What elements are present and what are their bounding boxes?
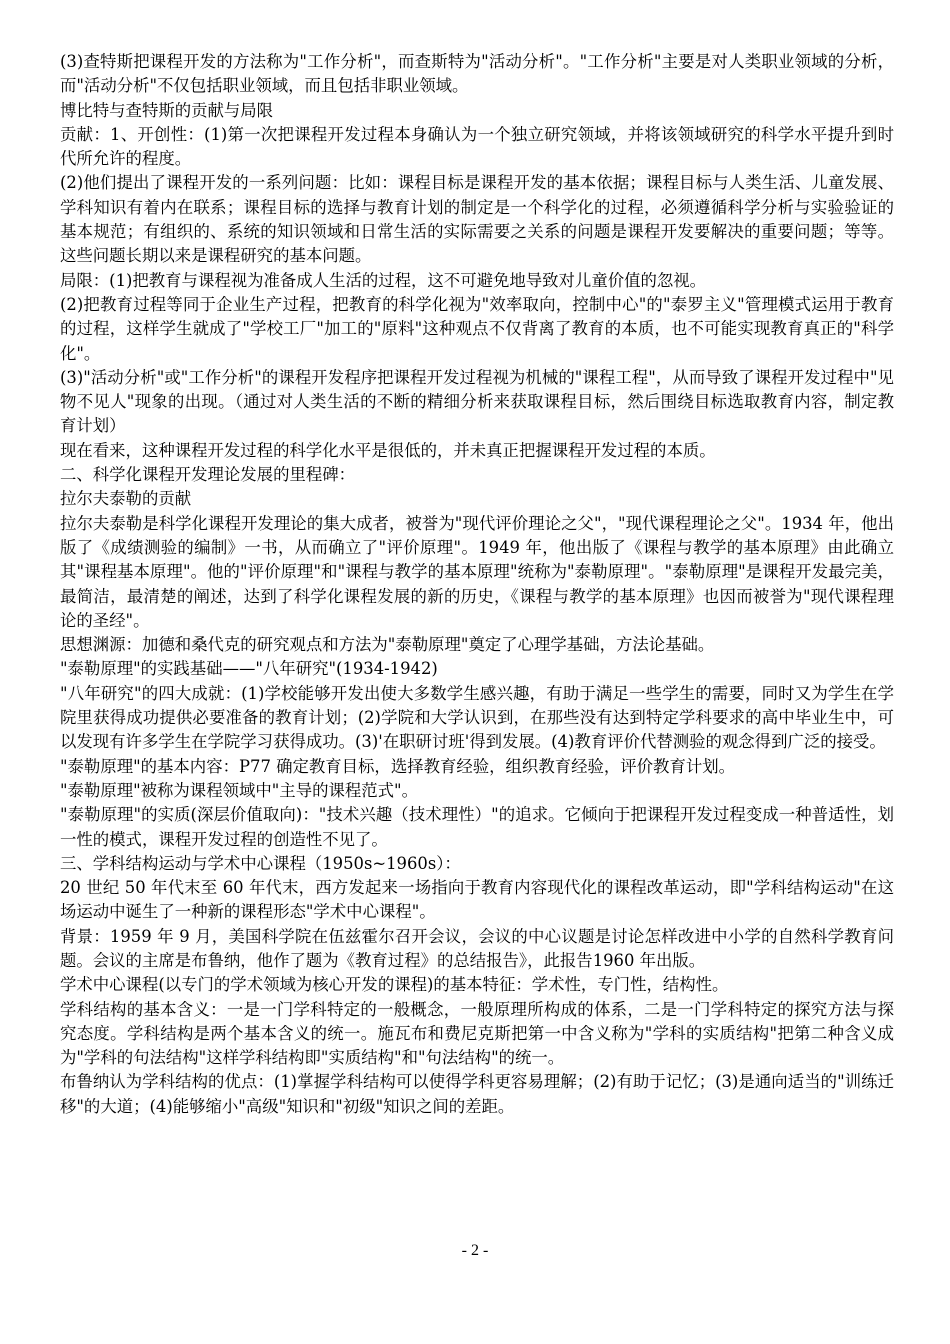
paragraph: "泰勒原理"的实质(深层价值取向)："技术兴趣（技术理性）"的追求。它倾向于把课程开发过程变成一种普适性，划一性的模式，课程开发过程的创造性不见了。 xyxy=(60,805,894,849)
paragraph: 贡献：1、开创性：(1)第一次把课程开发过程本身确认为一个独立研究领域，并将该领域研究的科学水平提升到时代所允许的程度。 xyxy=(60,124,894,169)
paragraph: 现在看来，这种课程开发过程的科学化水平是很低的，并未真正把握课程开发过程的本质。 xyxy=(60,440,716,460)
paragraph: 局限：(1)把教育与课程视为准备成人生活的过程，这不可避免地导致对儿童价值的忽视。 xyxy=(60,270,707,290)
paragraph: 学术中心课程(以专门的学术领域为核心开发的课程)的基本特征：学术性，专门性，结构性。 xyxy=(60,975,729,995)
paragraph: 学科结构的基本含义：一是一门学科特定的一般概念，一般原理所构成的体系，二是一门学科特定的探究方法与探究态度。学科结构是两个基本含义的统一。施瓦布和费尼克斯把第一中含义称为"学科的实质结构"把第二种含义成为"学科的句法结构"这样学科结构即"实质结构"和"句法结构"的统一。 xyxy=(60,999,894,1068)
paragraph: 布鲁纳认为学科结构的优点：(1)掌握学科结构可以使得学科更容易理解；(2)有助于记忆；(3)是通向适当的"训练迁移"的大道；(4)能够缩小"高级"知识和"初级"知识之间的差距。 xyxy=(60,1072,894,1116)
paragraph: (3)查特斯把课程开发的方法称为"工作分析"，而查斯特为"活动分析"。"工作分析"主要是对人类职业领域的分析，而"活动分析"不仅包括职业领域，而且包括非职业领域。 xyxy=(60,52,894,96)
body-text xyxy=(60,50,894,1119)
section-heading: 博比特与查特斯的贡献与局限 xyxy=(60,100,274,120)
paragraph: (2)他们提出了课程开发的一系列问题：比如：课程目标是课程开发的基本依据；课程目标与人类生活、儿童发展、学科知识有着内在联系；课程目标的选择与教育计划的制定是一个科学化的过程，必须遵循科学分析与实验验证的基本规范；有组织的、系统的知识领域和日常生活的实际需要之关系的问题是课程开发要解决的重要问题；等等。这些问题长期以来是课程研究的基本问题。 xyxy=(60,173,894,266)
paragraph: 拉尔夫泰勒是科学化课程开发理论的集大成者，被誉为"现代评价理论之父"，"现代课程理论之父"。1934 年，他出版了《成绩测验的编制》一书，从而确立了"评价原理"。1949 年，他出版了《课程与教学的基本原理》由此确立其"课程基本原理"。他的"评价原理"和"课程与教学的基本原理"统称为"泰勒原理"。"泰勒原理"是课程开发最完美，最简洁，最清楚的阐述，达到了科学化课程发展的新的历史，《课程与教学的基本原理》也因而被誉为"现代课程理论的圣经"。 xyxy=(60,513,894,630)
paragraph: "泰勒原理"的实践基础——"八年研究"(1934-1942) xyxy=(60,659,438,679)
section-heading: 三、学科结构运动与学术中心课程（1950s~1960s）： xyxy=(60,853,461,873)
paragraph: (3)"活动分析"或"工作分析"的课程开发程序把课程开发过程视为机械的"课程工程"，从而导致了课程开发过程中"见物不见人"现象的出现。（通过对人类生活的不断的精细分析来获取课程目标，然后围绕目标选取教育内容，制定教育计划） xyxy=(60,367,894,436)
paragraph: 20 世纪 50 年代末至 60 年代末，西方发起来一场指向于教育内容现代化的课程改革运动，即"学科结构运动"在这场运动中诞生了一种新的课程形态"学术中心课程"。 xyxy=(60,878,894,922)
section-heading: 二、科学化课程开发理论发展的里程碑： xyxy=(60,465,356,485)
page-number: - 2 - xyxy=(461,1242,489,1259)
paragraph: "八年研究"的四大成就：(1)学校能够开发出使大多数学生感兴趣，有助于满足一些学生的需要，同时又为学生在学院里获得成功提供必要准备的教育计划；(2)学院和大学认识到，在那些没有达到特定学科要求的高中毕业生中，可以发现有许多学生在学院学习获得成功。(3)'在职研讨班'得到发展。(4)教育评价代替测验的观念得到广泛的接受。 xyxy=(60,683,894,752)
paragraph: 背景：1959 年 9 月，美国科学院在伍兹霍尔召开会议，会议的中心议题是讨论怎样改进中小学的自然科学教育问题。会议的主席是布鲁纳，他作了题为《教育过程》的总结报告》，此报告1960 年出版。 xyxy=(60,926,894,970)
paragraph: "泰勒原理"的基本内容：P77 确定教育目标，选择教育经验，组织教育经验，评价教育计划。 xyxy=(60,756,736,776)
paragraph: "泰勒原理"被称为课程领域中"主导的课程范式"。 xyxy=(60,780,418,800)
section-heading: 拉尔夫泰勒的贡献 xyxy=(60,489,192,509)
paragraph: 思想渊源：加德和桑代克的研究观点和方法为"泰勒原理"奠定了心理学基础，方法论基础。 xyxy=(60,635,715,655)
paragraph: (2)把教育过程等同于企业生产过程，把教育的科学化视为"效率取向，控制中心"的"泰罗主义"管理模式运用于教育的过程，这样学生就成了"学校工厂"加工的"原料"这种观点不仅背离了教育的本质，也不可能实现教育真正的"科学化"。 xyxy=(60,294,894,363)
